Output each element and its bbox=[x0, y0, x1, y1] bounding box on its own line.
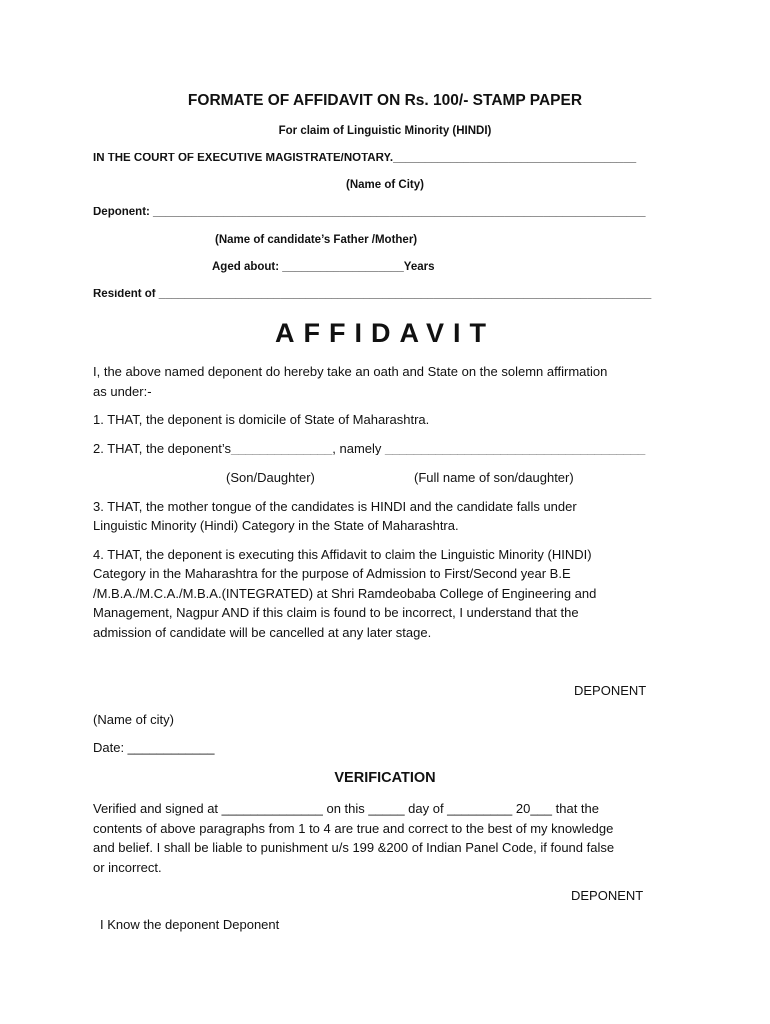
parent-caption: (Name of candidate’s Father /Mother) bbox=[215, 234, 418, 246]
intro-line-1: I, the above named deponent do hereby take an oath and State on the solemn affirmation bbox=[93, 364, 608, 379]
deponent-line: Deponent: _____________________________________________________________________________ bbox=[93, 207, 646, 218]
verification-line-4: or incorrect. bbox=[93, 860, 162, 875]
paragraph-2: 2. THAT, the deponent’s______________, namely ____________________________________ bbox=[93, 442, 646, 455]
paragraph-3-line-1: 3. THAT, the mother tongue of the candidates is HINDI and the candidate falls under bbox=[93, 499, 577, 514]
verification-line-3: and belief. I shall be liable to punishment u/s 199 &200 of Indian Panel Code, if found false bbox=[93, 840, 615, 855]
court-line: IN THE COURT OF EXECUTIVE MAGISTRATE/NOTARY.______________________________________ bbox=[93, 153, 637, 164]
verification-heading: VERIFICATION bbox=[334, 770, 436, 786]
intro-line-2: as under:- bbox=[93, 384, 152, 399]
paragraph-1: 1. THAT, the deponent is domicile of State of Maharashtra. bbox=[93, 412, 430, 427]
document-title: FORMATE OF AFFIDAVIT ON Rs. 100/- STAMP PAPER bbox=[187, 92, 583, 109]
deponent-signature-1: DEPONENT bbox=[574, 683, 647, 698]
paragraph-2-caption-full-name: (Full name of son/daughter) bbox=[414, 470, 574, 485]
paragraph-4-line-2: Category in the Maharashtra for the purpose of Admission to First/Second year B.E bbox=[93, 566, 571, 581]
verification-line-1: Verified and signed at ______________ on this _____ day of _________ 20___ that the bbox=[93, 801, 599, 816]
closing-line: I Know the deponent Deponent bbox=[100, 917, 280, 932]
verification-line-2: contents of above paragraphs from 1 to 4 are true and correct to the best of my knowledge bbox=[93, 821, 614, 836]
paragraph-2-caption-son-daughter: (Son/Daughter) bbox=[226, 470, 315, 485]
paragraph-4-line-5: admission of candidate will be cancelled at any later stage. bbox=[93, 625, 432, 640]
date-line: Date: ____________ bbox=[93, 740, 215, 755]
paragraph-4-line-3: /M.B.A./M.C.A./M.B.A.(INTEGRATED) at Shri Ramdeobaba College of Engineering and bbox=[93, 586, 597, 601]
aged-line: Aged about: ___________________Years bbox=[212, 261, 435, 273]
document-subtitle: For claim of Linguistic Minority (HINDI) bbox=[278, 125, 492, 137]
city-caption: (Name of City) bbox=[346, 179, 424, 191]
paragraph-4-line-4: Management, Nagpur AND if this claim is found to be incorrect, I understand that the bbox=[93, 605, 579, 620]
deponent-signature-2: DEPONENT bbox=[571, 888, 644, 903]
resident-line: Resident of _____________________________________________________________________________ bbox=[93, 289, 652, 300]
paragraph-3-line-2: Linguistic Minority (Hindi) Category in the State of Maharashtra. bbox=[93, 518, 459, 533]
name-of-city: (Name of city) bbox=[93, 712, 174, 727]
affidavit-heading: AFFIDAVIT bbox=[275, 318, 495, 348]
paragraph-4-line-1: 4. THAT, the deponent is executing this Affidavit to claim the Linguistic Minority (HINDI) bbox=[93, 547, 592, 562]
